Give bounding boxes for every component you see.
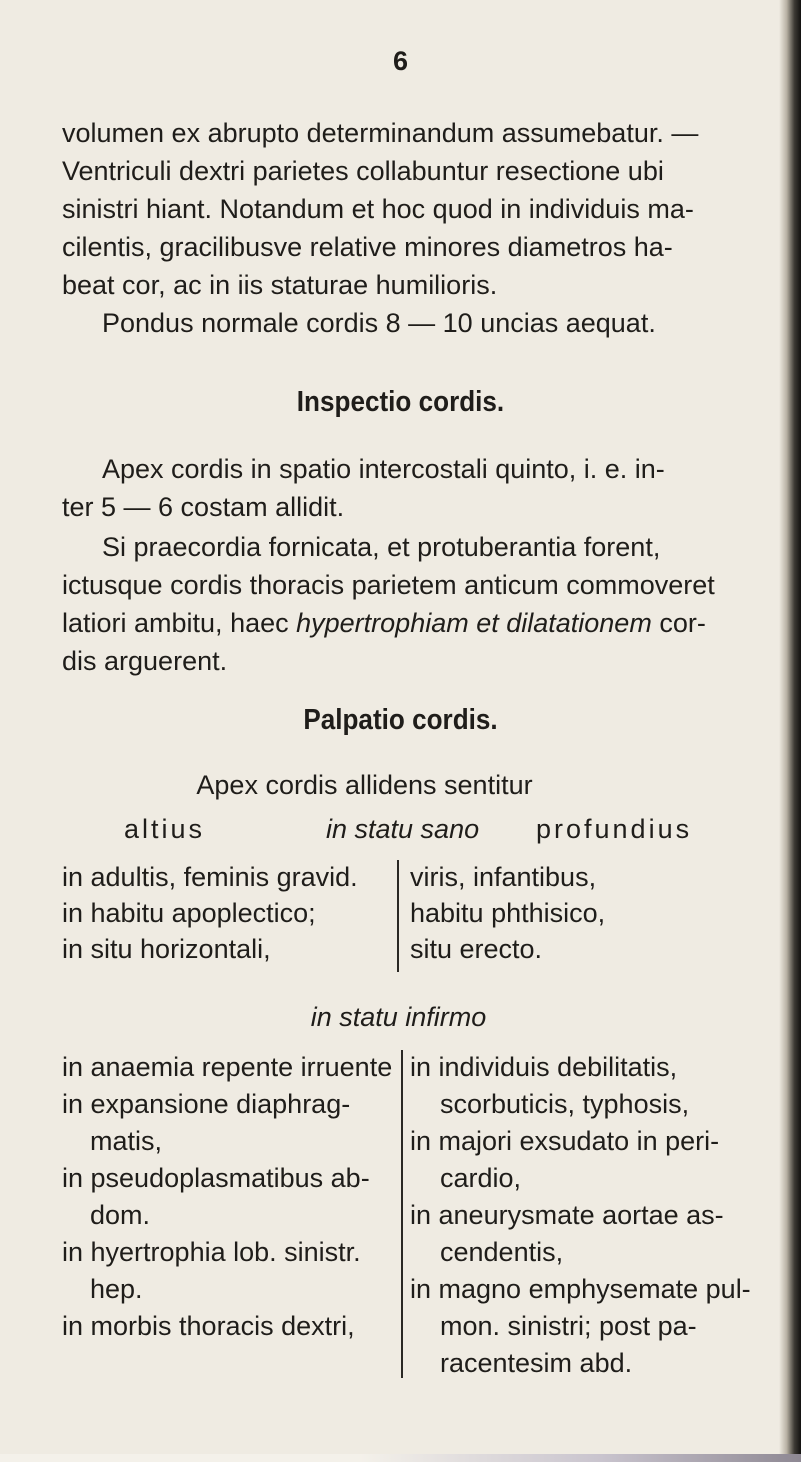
- list-item: in situ horizontali,: [62, 934, 271, 964]
- text-line: cilentis, gracilibusve relative minores diametros ha-: [62, 232, 673, 262]
- page-edge-shadow: [779, 0, 801, 1462]
- text-line: [62, 606, 706, 640]
- list-item: viris, infantibus,: [410, 862, 597, 892]
- text-line: Si praecordia fornicata, et protuberantia forent,: [102, 532, 661, 562]
- text-line: volumen ex abrupto determinandum assumebatur. —: [62, 118, 699, 148]
- column-heading-altius: altius: [124, 814, 206, 844]
- section-heading-inspectio: Inspectio cordis.: [296, 386, 505, 418]
- list-item: racentesim abd.: [440, 1348, 633, 1378]
- list-item: habitu phthisico,: [410, 898, 606, 928]
- list-item: in pseudoplasmatibus ab-: [62, 1163, 370, 1193]
- section-heading-palpatio: Palpatio cordis.: [303, 704, 498, 736]
- text-line: ictusque cordis thoracis parietem anticum commoveret: [62, 570, 715, 600]
- list-item: situ erecto.: [410, 934, 543, 964]
- list-item: in aneurysmate aortae as-: [410, 1200, 724, 1230]
- list-item: cardio,: [440, 1163, 522, 1193]
- page-number: 6: [392, 46, 409, 76]
- list-item: mon. sinistri; post pa-: [440, 1311, 697, 1341]
- list-item: matis,: [90, 1126, 163, 1156]
- list-item: in adultis, feminis gravid.: [62, 862, 358, 892]
- page-bottom-edge: [0, 1454, 801, 1462]
- list-item: in hyertrophia lob. sinistr.: [62, 1237, 361, 1267]
- text-line: beat cor, ac in iis staturae humilioris.: [62, 270, 498, 300]
- text-run: latiori ambitu, haec: [62, 608, 297, 638]
- list-item: scorbuticis, typhosis,: [440, 1089, 690, 1119]
- list-item: in expansione diaphrag-: [62, 1089, 351, 1119]
- list-item: in anaemia repente irruente: [62, 1052, 393, 1082]
- text-line: dis arguerent.: [62, 646, 228, 676]
- list-item: in habitu apoplectico;: [62, 898, 316, 928]
- list-item: in majori exsudato in peri-: [410, 1126, 720, 1156]
- text-line: ter 5 — 6 costam allidit.: [62, 492, 345, 522]
- column-divider: [397, 860, 399, 972]
- list-item: dom.: [90, 1200, 151, 1230]
- column-heading-sano: in statu sano: [326, 814, 480, 844]
- text-line: Apex cordis allidens sentitur: [196, 770, 533, 800]
- subheading-infirmo: in statu infirmo: [310, 1002, 487, 1032]
- list-item: cendentis,: [440, 1237, 564, 1267]
- list-item: hep.: [90, 1274, 143, 1304]
- text-run: cor-: [651, 608, 706, 638]
- text-line: sinistri hiant. Notandum et hoc quod in individuis ma-: [62, 194, 694, 224]
- italic-run: hypertrophiam et dilatationem: [296, 608, 652, 638]
- column-heading-profundius: profundius: [536, 814, 693, 844]
- text-line: Apex cordis in spatio intercostali quinto, i. e. in-: [102, 454, 665, 484]
- list-item: in magno emphysemate pul-: [410, 1274, 751, 1304]
- list-item: in individuis debilitatis,: [410, 1052, 678, 1082]
- list-item: in morbis thoracis dextri,: [62, 1311, 355, 1341]
- column-divider: [401, 1050, 403, 1378]
- text-line: Ventriculi dextri parietes collabuntur resectione ubi: [62, 156, 664, 186]
- text-line: Pondus normale cordis 8 — 10 uncias aequat.: [102, 308, 656, 338]
